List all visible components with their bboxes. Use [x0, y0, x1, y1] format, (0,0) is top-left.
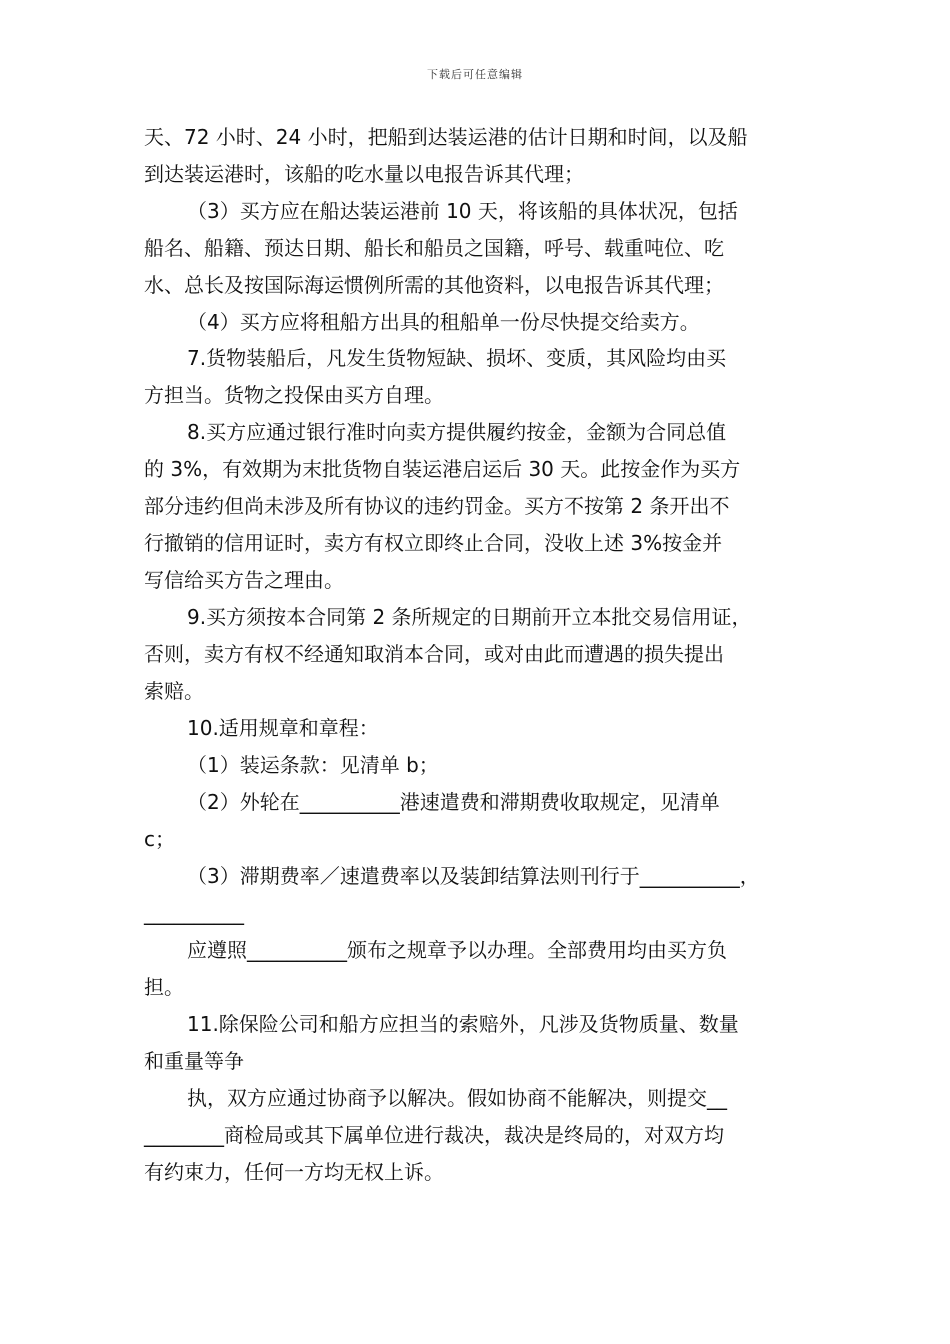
text-line: 应遵照__________颁布之规章予以办理。全部费用均由买方负	[187, 938, 727, 962]
text-line: （3）滞期费率／速遣费率以及装卸结算法则刊行于__________，	[187, 864, 760, 888]
text-line: （3）买方应在船达装运港前 10 天，将该船的具体状况，包括	[187, 199, 738, 223]
text-line: 担。	[144, 975, 184, 999]
text-line: 11.除保险公司和船方应担当的索赔外，凡涉及货物质量、数量	[187, 1012, 739, 1036]
text-line: 船名、船籍、预达日期、船长和船员之国籍，呼号、载重吨位、吃	[144, 236, 724, 260]
text-line: 的 3%，有效期为末批货物自装运港启运后 30 天。此按金作为买方	[144, 457, 741, 481]
text-line: 9.买方须按本合同第 2 条所规定的日期前开立本批交易信用证，	[187, 605, 752, 629]
text-line: ________商检局或其下属单位进行裁决，裁决是终局的，对双方均	[144, 1123, 724, 1147]
text-line: 有约束力，任何一方均无权上诉。	[144, 1160, 444, 1184]
text-line: 到达装运港时，该船的吃水量以电报告诉其代理；	[144, 162, 584, 186]
text-line: 写信给买方告之理由。	[144, 568, 344, 592]
text-line: （2）外轮在__________港速遣费和滞期费收取规定，见清单	[187, 790, 720, 814]
text-line: 和重量等争	[144, 1049, 244, 1073]
text-line: 天、72 小时、24 小时，把船到达装运港的估计日期和时间，以及船	[144, 125, 748, 149]
text-line: 8.买方应通过银行准时向卖方提供履约按金，金额为合同总值	[187, 420, 727, 444]
text-line: 部分违约但尚未涉及所有协议的违约罚金。买方不按第 2 条开出不	[144, 494, 730, 518]
text-line: 10.适用规章和章程：	[187, 716, 379, 740]
text-line: 执，双方应通过协商予以解决。假如协商不能解决，则提交__	[187, 1086, 727, 1110]
text-line: 水、总长及按国际海运惯例所需的其他资料，以电报告诉其代理；	[144, 273, 724, 297]
text-line: 行撤销的信用证时，卖方有权立即终止合同，没收上述 3%按金并	[144, 531, 723, 555]
page-header: 下载后可任意编辑	[427, 68, 523, 81]
text-line: 方担当。货物之投保由买方自理。	[144, 383, 444, 407]
text-line: 否则，卖方有权不经通知取消本合同，或对由此而遭遇的损失提出	[144, 642, 724, 666]
text-line: （1）装运条款：见清单 b；	[187, 753, 439, 777]
text-line: 7.货物装船后，凡发生货物短缺、损坏、变质，其风险均由买	[187, 346, 727, 370]
text-line: （4）买方应将租船方出具的租船单一份尽快提交给卖方。	[187, 310, 700, 334]
text-line: c；	[144, 827, 175, 851]
text-line: 索赔。	[144, 679, 204, 703]
text-line: __________	[144, 901, 244, 925]
